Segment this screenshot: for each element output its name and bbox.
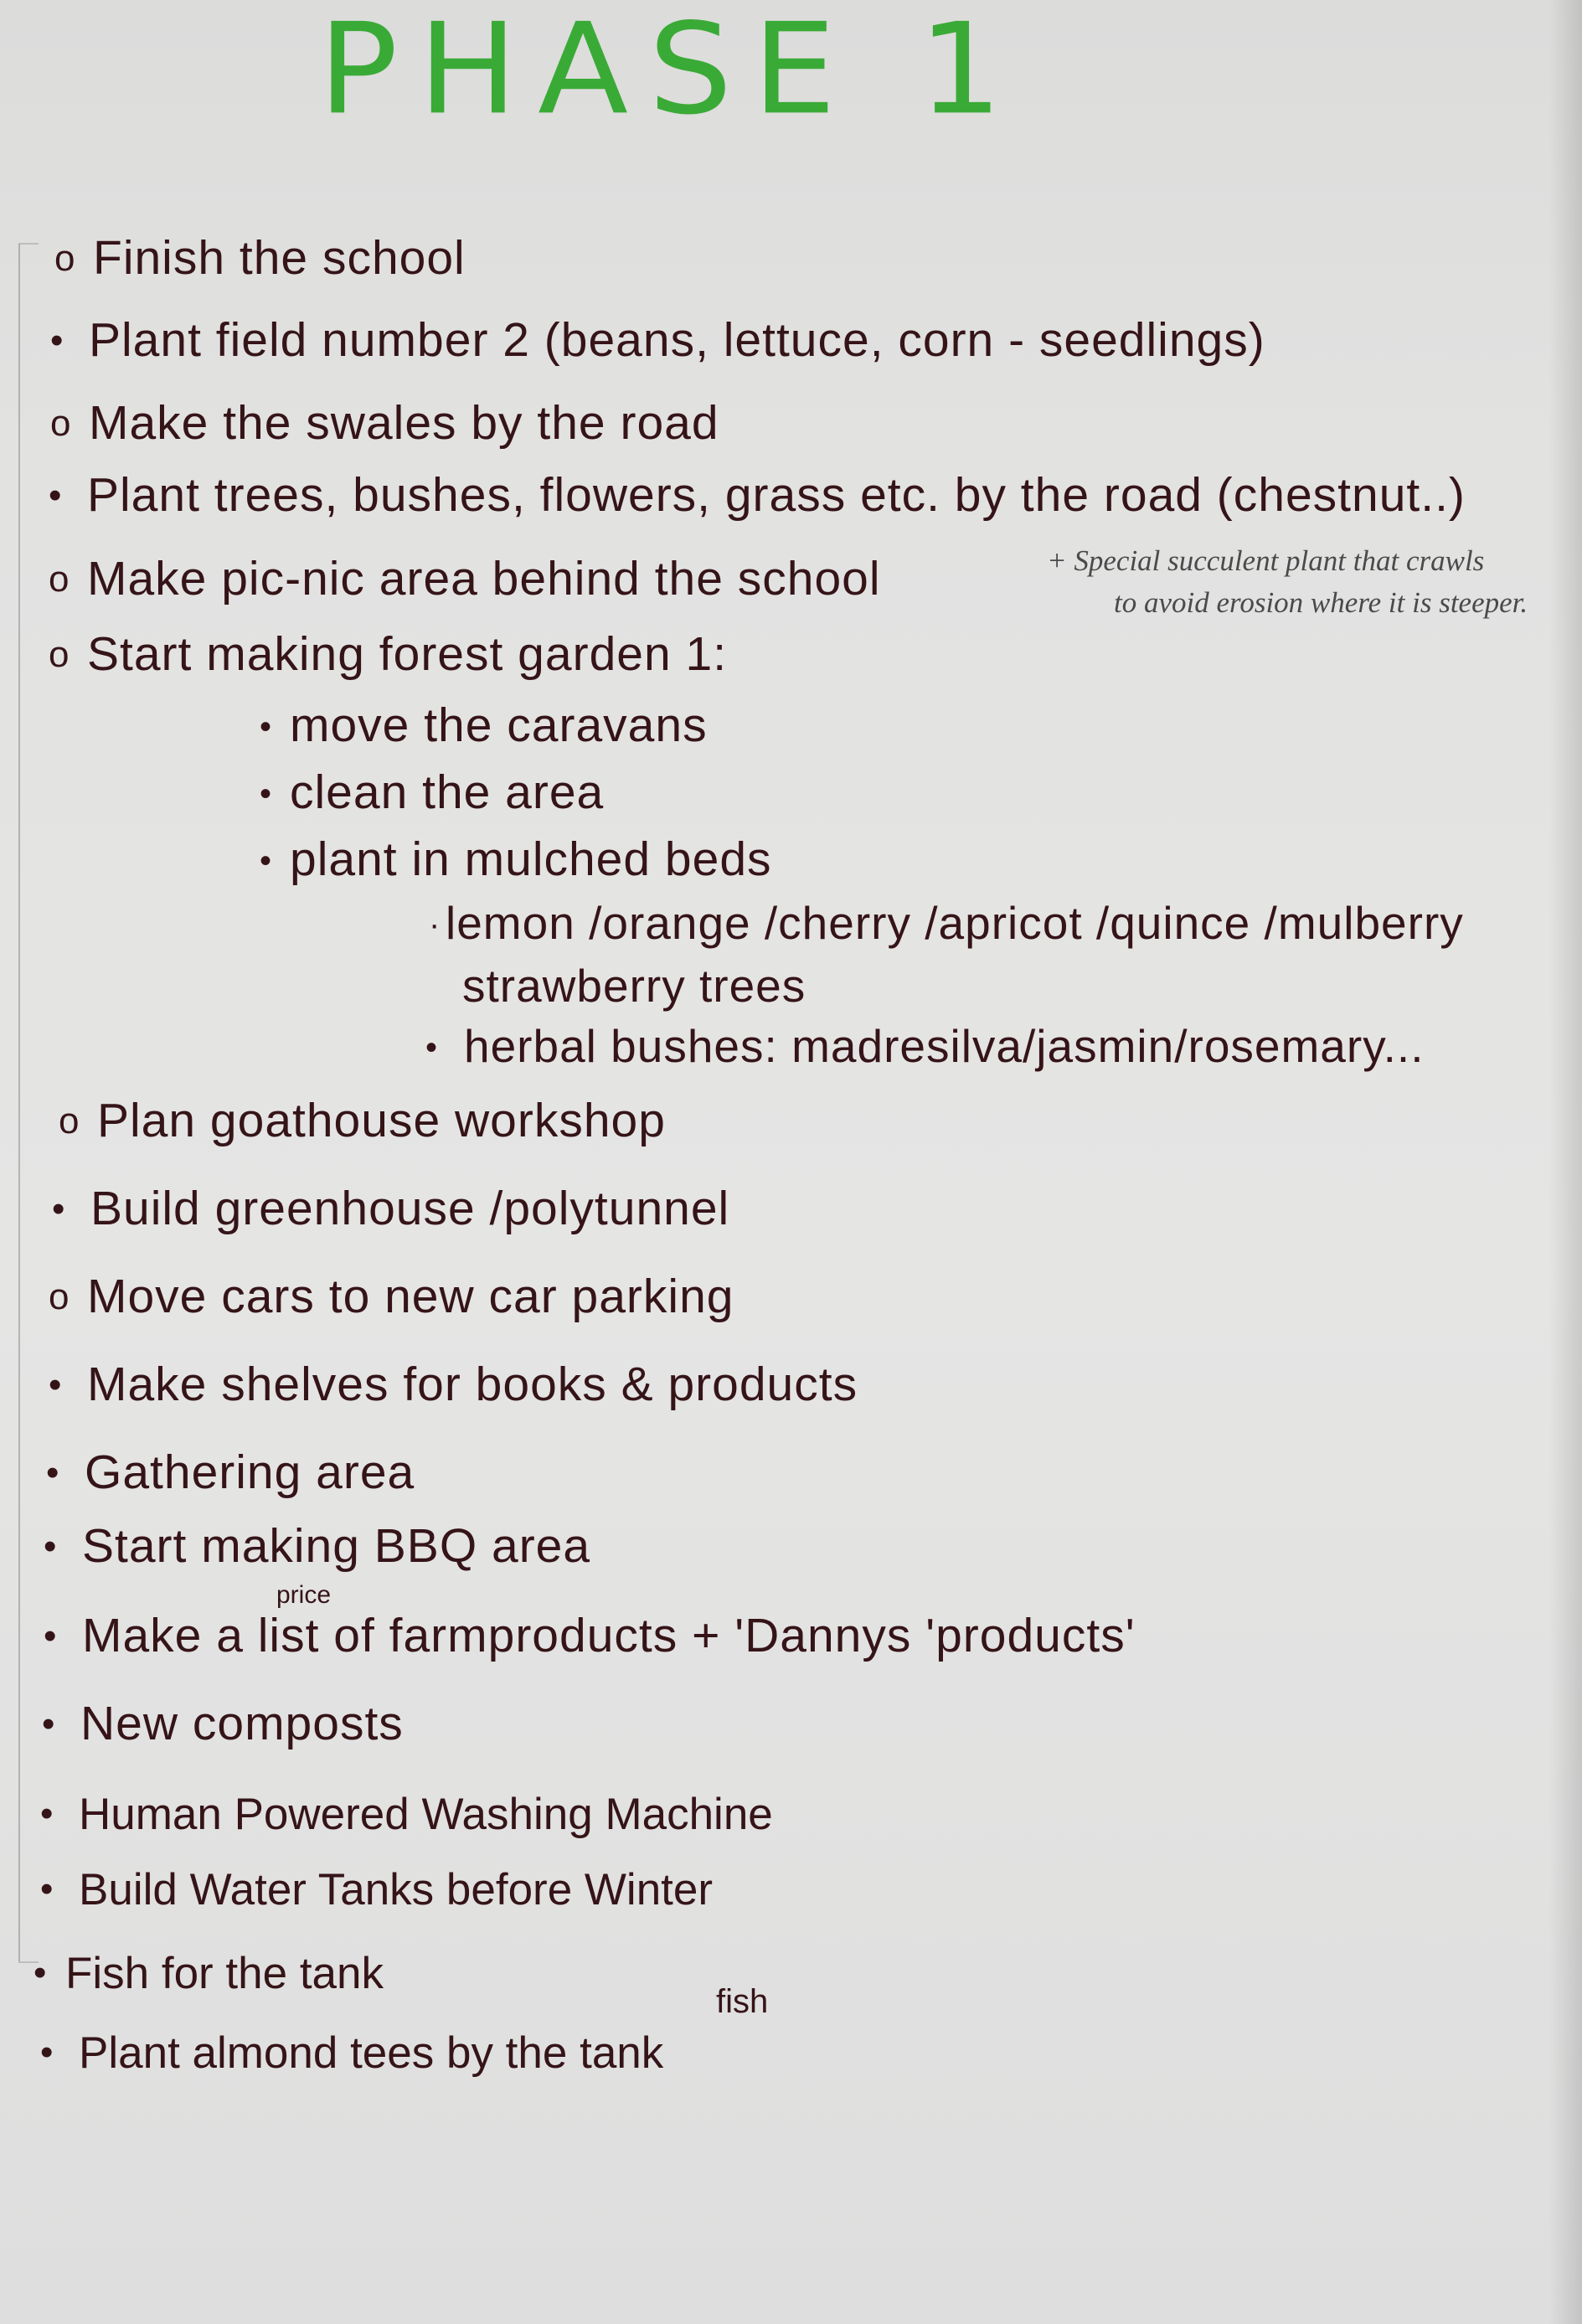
sub-list-item xyxy=(260,832,772,886)
list-item-text: Make shelves for books & products xyxy=(87,1358,858,1411)
list-item-text: strawberry trees xyxy=(462,960,806,1012)
bullet-marker: • xyxy=(40,2032,54,2073)
list-item xyxy=(59,1094,666,1147)
sub-sub-list-item xyxy=(425,1020,1425,1072)
list-item xyxy=(50,313,1265,367)
list-item-text: Make a list of farmproducts + 'Dannys 'products' xyxy=(82,1609,1136,1662)
bullet-marker: o xyxy=(50,403,72,444)
succulent-note-line-1: + Special succulent plant that crawls xyxy=(1047,544,1485,577)
list-item xyxy=(44,1609,1136,1662)
bullet-marker: • xyxy=(260,843,273,879)
bullet-marker: o xyxy=(49,559,70,600)
list-item xyxy=(40,1865,714,1914)
sub-list-item xyxy=(260,698,708,752)
bullet-marker: • xyxy=(40,1868,54,1909)
price-insert-note: price xyxy=(276,1581,332,1609)
list-item xyxy=(49,1270,734,1323)
list-item-text: Build greenhouse /polytunnel xyxy=(90,1182,730,1235)
bullet-marker: o xyxy=(59,1100,80,1141)
list-item xyxy=(49,552,881,605)
list-item-text: Move cars to new car parking xyxy=(87,1270,734,1323)
list-item-text: New composts xyxy=(80,1697,404,1750)
list-item xyxy=(40,2028,664,2078)
bullet-marker: • xyxy=(40,1793,54,1834)
list-item xyxy=(33,1951,384,1996)
list-item xyxy=(40,1792,773,1837)
list-item xyxy=(49,468,1466,522)
sub-sub-list-item xyxy=(429,897,1464,949)
list-item-text: Plant field number 2 (beans, lettuce, corn - seedlings) xyxy=(89,313,1265,367)
sub-sub-list-item xyxy=(462,960,806,1012)
bullet-marker: • xyxy=(44,1526,58,1567)
list-item xyxy=(44,1519,591,1573)
bullet-marker: • xyxy=(42,1703,56,1744)
list-item xyxy=(42,1697,404,1750)
bullet-marker: o xyxy=(49,1276,70,1317)
list-item-text: Make pic-nic area behind the school xyxy=(87,552,881,605)
bullet-marker: • xyxy=(44,1615,58,1657)
bullet-marker: • xyxy=(425,1029,439,1066)
list-item xyxy=(54,231,466,285)
list-item xyxy=(50,396,719,450)
list-item-text: plant in mulched beds xyxy=(290,832,772,886)
list-item-text: Make the swales by the road xyxy=(89,396,719,450)
list-item-text: Human Powered Washing Machine xyxy=(79,1790,773,1839)
bullet-marker: o xyxy=(49,634,70,675)
bullet-marker: • xyxy=(260,776,273,812)
bullet-marker: • xyxy=(52,1188,66,1229)
page-title: PHASE 1 xyxy=(318,0,1023,143)
list-item-text: Plant almond tees by the tank xyxy=(79,2028,664,2078)
bullet-marker: • xyxy=(49,1364,63,1405)
sub-list-item xyxy=(260,765,605,819)
list-item xyxy=(49,1358,858,1411)
list-item-text: Start making forest garden 1: xyxy=(87,627,728,681)
fish-insert-note: fish xyxy=(716,1983,769,2020)
bullet-marker: • xyxy=(33,1952,47,1993)
list-item-text: herbal bushes: madresilva/jasmin/rosemary... xyxy=(464,1020,1425,1072)
list-item-text: Start making BBQ area xyxy=(82,1519,591,1573)
bullet-marker: • xyxy=(260,709,273,745)
list-item-text: Finish the school xyxy=(93,231,466,285)
paper-shadow xyxy=(1549,0,1582,2324)
list-item xyxy=(49,627,728,681)
bullet-marker: · xyxy=(429,906,441,943)
bullet-marker: o xyxy=(54,238,76,279)
list-item-text: Plant trees, bushes, flowers, grass etc. by the road (chestnut..) xyxy=(87,468,1466,522)
list-item-text: move the caravans xyxy=(290,698,708,752)
list-item-text: Fish for the tank xyxy=(65,1949,384,1998)
succulent-note-line-2: to avoid erosion where it is steeper. xyxy=(1114,586,1528,619)
bullet-marker: • xyxy=(50,320,64,361)
list-item-text: Build Water Tanks before Winter xyxy=(79,1865,714,1914)
margin-bracket-line xyxy=(18,243,39,1963)
list-item-text: clean the area xyxy=(290,765,605,819)
list-item-text: Plan goathouse workshop xyxy=(97,1094,666,1147)
list-item xyxy=(46,1445,415,1499)
bullet-marker: • xyxy=(49,475,63,516)
list-item xyxy=(52,1182,730,1235)
bullet-marker: • xyxy=(46,1452,60,1493)
list-item-text: lemon /orange /cherry /apricot /quince /mulberry xyxy=(446,897,1464,949)
list-item-text: Gathering area xyxy=(85,1445,415,1499)
